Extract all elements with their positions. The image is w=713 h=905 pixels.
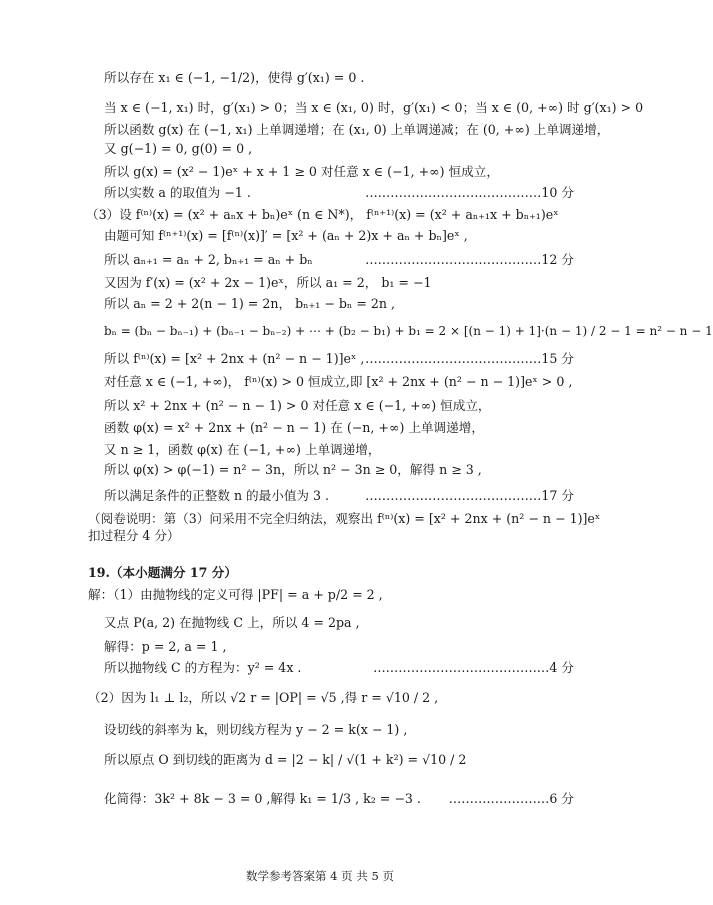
line-phi-on-interval: 又 n ≥ 1，函数 φ(x) 在 (−1, +∞) 上单调递增，: [104, 442, 381, 457]
line-parabola-equation: 所以抛物线 C 的方程为：y² = 4x .: [104, 660, 302, 675]
line-initial: 又因为 f′(x) = (x² + 2x − 1)eˣ，所以 a₁ = 2， b₁ = −1: [104, 275, 432, 290]
line-distance: 所以原点 O 到切线的距离为 d = |2 − k| / √(1 + k²) = √10 / 2: [104, 752, 467, 767]
line-g-values: 又 g(−1) = 0, g(0) = 0 ,: [104, 141, 253, 156]
line-phi-increasing: 函数 φ(x) = x² + 2nx + (n² − n − 1) 在 (−n, +∞) 上单调递增，: [104, 420, 484, 435]
line-g-nonneg: 所以 g(x) = (x² − 1)eˣ + x + 1 ≥ 0 对任意 x ∈ (−1, +∞) 恒成立，: [104, 164, 499, 179]
line-tangent-equation: 设切线的斜率为 k，则切线方程为 y − 2 = k(x − 1) ,: [104, 722, 408, 737]
line-exists-x1: 所以存在 x₁ ∈ (−1, −1/2)，使得 g′(x₁) = 0 .: [104, 70, 365, 85]
line-fn-formula: 所以 f⁽ⁿ⁾(x) = [x² + 2nx + (n² − n − 1)]eˣ ,: [104, 351, 365, 366]
score-4: ……………………………………4 分: [373, 660, 574, 675]
line-bn-sum: bₙ = (bₙ − bₙ₋₁) + (bₙ₋₁ − bₙ₋₂) + ⋯ + (b₂ − b₁) + b₁ = 2 × [(n − 1) + 1]·(n − 1) / 2 − 1 = n² − n − 1: [104, 324, 713, 338]
line-positive: 对任意 x ∈ (−1, +∞)， f⁽ⁿ⁾(x) > 0 恒成立,即 [x² + 2nx + (n² − n − 1)]eˣ > 0 ,: [104, 374, 573, 389]
line-phi-min: 所以 φ(x) > φ(−1) = n² − 3n，所以 n² − 3n ≥ 0，解得 n ≥ 3 ,: [104, 462, 482, 477]
page-footer: 数学参考答案第 4 页 共 5 页: [246, 869, 394, 883]
line-part3-def: （3）设 f⁽ⁿ⁾(x) = (x² + aₙx + bₙ)eˣ (n ∈ N*)， f⁽ⁿ⁺¹⁾(x) = (x² + aₙ₊₁x + bₙ₊₁)eˣ: [86, 207, 559, 222]
line-sign-analysis: 当 x ∈ (−1, x₁) 时，g′(x₁) > 0；当 x ∈ (x₁, 0) 时，g′(x₁) < 0；当 x ∈ (0, +∞) 时 g′(x₁) > 0: [104, 100, 644, 115]
line-solve-p-a: 解得：p = 2, a = 1 ,: [104, 639, 227, 654]
score-12: ……………………………………12 分: [365, 252, 574, 267]
line-monotonicity: 所以函数 g(x) 在 (−1, x₁) 上单调递增；在 (x₁, 0) 上单调递减；在 (0, +∞) 上单调递增，: [104, 122, 610, 137]
line-recurrence: 所以 aₙ₊₁ = aₙ + 2, bₙ₊₁ = aₙ + bₙ: [104, 252, 313, 267]
line-point-on-parabola: 又点 P(a, 2) 在抛物线 C 上，所以 4 = 2pa ,: [104, 615, 360, 630]
line-19-1-definition: 解：（1）由抛物线的定义可得 |PF| = a + p/2 = 2 ,: [88, 587, 383, 602]
line-an: 所以 aₙ = 2 + 2(n − 1) = 2n， bₙ₊₁ − bₙ = 2n ,: [104, 296, 396, 311]
line-grading-note: （阅卷说明：第（3）问采用不完全归纳法，观察出 f⁽ⁿ⁾(x) = [x² + 2nx + (n² − n − 1)]eˣ: [88, 511, 601, 526]
line-quadratic-positive: 所以 x² + 2nx + (n² − n − 1) > 0 对任意 x ∈ (−1, +∞) 恒成立，: [104, 398, 491, 413]
line-solve-k: 化简得：3k² + 8k − 3 = 0 ,解得 k₁ = 1/3 , k₂ = −3 .: [104, 791, 421, 806]
score-17: ……………………………………17 分: [365, 488, 574, 503]
score-15: ……………………………………15 分: [365, 351, 574, 366]
line-derivative: 由题可知 f⁽ⁿ⁺¹⁾(x) = [f⁽ⁿ⁾(x)]′ = [x² + (aₙ + 2)x + aₙ + bₙ]eˣ ,: [104, 228, 468, 243]
line-min-n: 所以满足条件的正整数 n 的最小值为 3 .: [104, 488, 330, 503]
question-19-heading: 19.（本小题满分 17 分）: [88, 565, 237, 580]
line-grading-deduction: 扣过程分 4 分）: [88, 528, 180, 543]
score-10: ……………………………………10 分: [365, 185, 574, 200]
line-a-value: 所以实数 a 的取值为 −1 .: [104, 185, 251, 200]
score-6: ……………………6 分: [448, 791, 574, 806]
line-19-2-radius: （2）因为 l₁ ⊥ l₂，所以 √2 r = |OP| = √5 ,得 r = √10 / 2 ,: [88, 690, 439, 705]
